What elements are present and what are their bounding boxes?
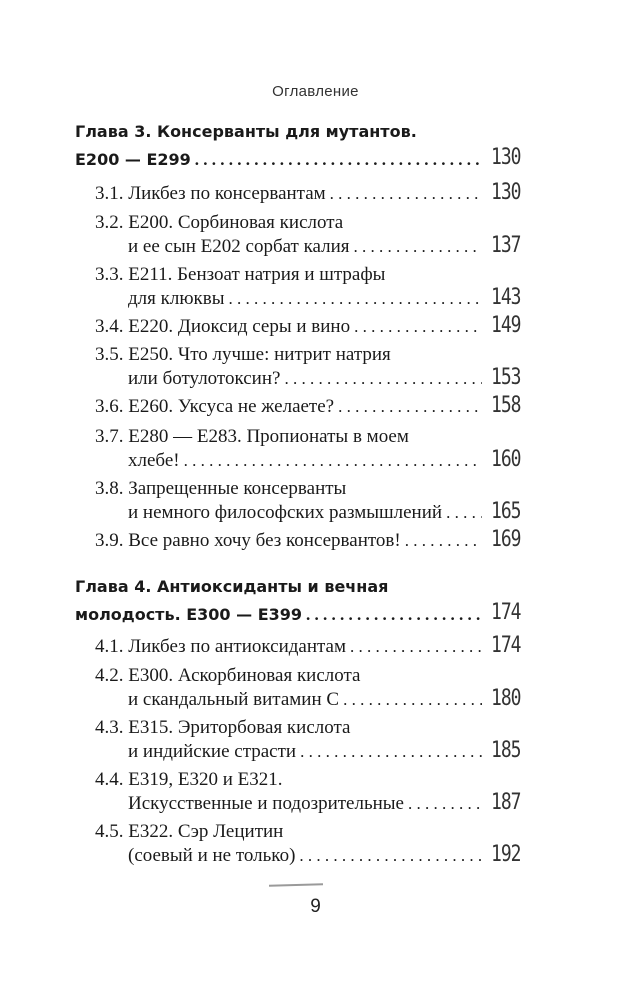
toc-entry-page-number: 187 <box>491 788 521 815</box>
toc-entry-line-text: и немного философских размышлений <box>128 502 443 523</box>
dot-leader <box>408 794 482 814</box>
dot-leader <box>184 451 482 471</box>
dot-leader <box>354 317 482 337</box>
chapter-title-line <box>75 577 560 601</box>
chapter-title-line <box>75 122 560 146</box>
toc-entry-line <box>95 316 486 340</box>
chapter-page-number: 174 <box>491 598 521 625</box>
chapter-page-number: 130 <box>491 143 521 170</box>
dot-leader <box>229 289 482 309</box>
toc-entry-line-text: 4.5. Е322. Сэр Лецитин <box>95 821 284 842</box>
toc-entry-page-number: 185 <box>491 736 521 763</box>
dot-leader <box>405 531 482 551</box>
toc-entry-line <box>128 741 486 765</box>
toc-entry-page-number: 137 <box>491 231 521 258</box>
toc-entry-line-text: и скандальный витамин С <box>128 689 340 710</box>
toc-entry-line <box>95 636 486 660</box>
toc-entry-page-number: 160 <box>491 445 521 472</box>
toc-entry-line-text: 3.6. Е260. Уксуса не желаете? <box>95 396 335 417</box>
toc-entry-line-text: и индийские страсти <box>128 741 297 762</box>
toc-entry-line-text: 4.1. Ликбез по антиоксидантам <box>95 636 347 657</box>
toc-entry-line <box>128 845 486 869</box>
toc-entry-line <box>128 288 486 312</box>
toc-entry-line-text: 3.1. Ликбез по консервантам <box>95 183 326 204</box>
toc-entry-line-text: или ботулотоксин? <box>128 368 281 389</box>
dot-leader <box>338 397 482 417</box>
footer-rule <box>269 883 323 886</box>
dot-leader <box>300 742 482 762</box>
toc-entry-page-number: 165 <box>491 497 521 524</box>
dot-leader <box>350 637 482 657</box>
toc-entry-line-text: 3.7. Е280 — Е283. Пропионаты в моем <box>95 426 409 447</box>
toc-entry-page-number: 149 <box>491 311 521 338</box>
chapter-title-line-text: Глава 4. Антиоксиданты и вечная <box>75 577 389 596</box>
toc-entry-page-number: 169 <box>491 525 521 552</box>
toc-entry-line-text: 4.4. Е319, Е320 и Е321. <box>95 769 283 790</box>
toc-entry-line-text: 3.3. Е211. Бензоат натрия и штрафы <box>95 264 386 285</box>
page-number: 9 <box>310 896 321 917</box>
toc-entry-line-text: 3.4. Е220. Диоксид серы и вино <box>95 316 351 337</box>
toc-entry-line-text: Искусственные и подозрительные <box>128 793 404 814</box>
dot-leader <box>195 150 482 170</box>
toc-entry-line <box>128 450 486 474</box>
toc-entry-page-number: 158 <box>491 391 521 418</box>
toc-entry-line <box>128 502 486 526</box>
dot-leader <box>299 846 482 866</box>
toc-entry-line <box>95 530 486 554</box>
chapter-title-line <box>75 605 486 629</box>
dot-leader <box>330 184 482 204</box>
toc-entry-line-text: (соевый и не только) <box>128 845 296 866</box>
toc-entry-page-number: 180 <box>491 684 521 711</box>
toc-entry-line <box>95 396 486 420</box>
dot-leader <box>284 369 482 389</box>
toc-entry-page-number: 153 <box>491 363 521 390</box>
toc-entry-line <box>128 236 486 260</box>
toc-entry-line-text: 3.9. Все равно хочу без консервантов! <box>95 530 401 551</box>
toc-entry-line <box>128 368 486 392</box>
toc-entry-line-text: и ее сын Е202 сорбат калия <box>128 236 350 257</box>
toc-entry-page-number: 130 <box>491 178 521 205</box>
dot-leader <box>446 503 482 523</box>
toc-entry-line-text: 4.2. Е300. Аскорбиновая кислота <box>95 665 361 686</box>
toc-entry-line-text: 3.5. Е250. Что лучше: нитрит натрия <box>95 344 391 365</box>
toc-entry-line-text: хлебе! <box>128 450 180 471</box>
toc-entry-line <box>128 793 486 817</box>
chapter-title-line-text: молодость. Е300 — Е399 <box>75 605 303 624</box>
dot-leader <box>354 237 482 257</box>
toc-entry-line-text: 4.3. Е315. Эриторбовая кислота <box>95 717 351 738</box>
toc-entry-line <box>95 183 486 207</box>
dot-leader <box>306 605 482 625</box>
toc-entry-page-number: 174 <box>491 631 521 658</box>
chapter-title-line-text: Е200 — Е299 <box>75 150 191 169</box>
toc-entry-page-number: 192 <box>491 840 521 867</box>
toc-entry-line <box>128 689 486 713</box>
toc-entry-line-text: 3.8. Запрещенные консерванты <box>95 478 347 499</box>
toc-entry-line-text: 3.2. Е200. Сорбиновая кислота <box>95 212 344 233</box>
running-title: Оглавление <box>272 83 359 100</box>
chapter-title-line-text: Глава 3. Консерванты для мутантов. <box>75 122 417 141</box>
dot-leader <box>343 690 482 710</box>
chapter-title-line <box>75 150 486 174</box>
toc-entry-line-text: для клюквы <box>128 288 225 309</box>
toc-entry-page-number: 143 <box>491 283 521 310</box>
